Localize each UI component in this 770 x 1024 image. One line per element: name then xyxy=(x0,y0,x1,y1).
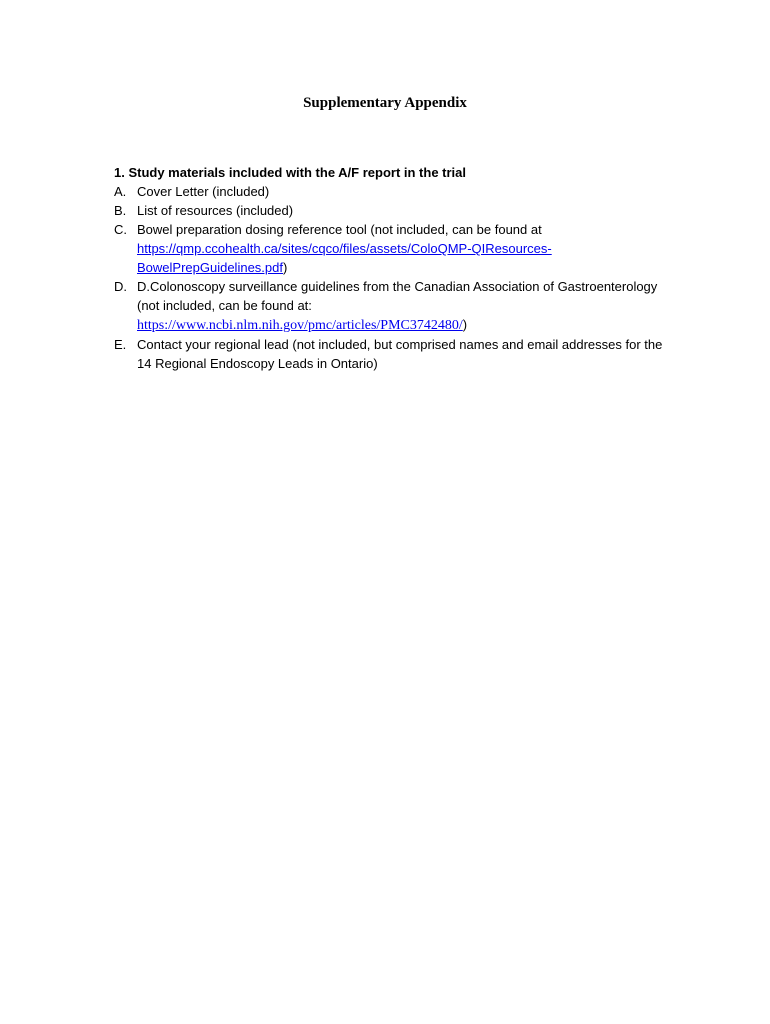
list-item-text: D.Colonoscopy surveillance guidelines from the Canadian Association of Gastroenterology (not included, can be found at: xyxy=(137,279,658,313)
closing-paren: ) xyxy=(282,260,288,275)
list-item-text: Cover Letter (included) xyxy=(137,184,270,199)
list-item-body xyxy=(137,220,674,277)
list-marker: E. xyxy=(114,337,127,352)
list-item-surveillance-guidelines xyxy=(114,277,674,335)
list-marker: C. xyxy=(114,222,127,237)
list-item-text: Contact your regional lead (not included, but comprised names and email addresses for the 14 Regional Endoscopy Leads in Ontario) xyxy=(137,337,663,371)
list-item-body xyxy=(137,277,674,335)
list-item-regional-lead xyxy=(114,335,674,373)
list-item-text: List of resources (included) xyxy=(137,203,294,218)
closing-paren: ) xyxy=(462,317,468,332)
list-marker: A. xyxy=(114,184,127,199)
list-item-resources xyxy=(114,201,674,220)
study-materials-section xyxy=(114,163,674,373)
bowel-prep-guidelines-link[interactable] xyxy=(137,241,552,275)
list-item-text: Bowel preparation dosing reference tool (not included, can be found at xyxy=(137,222,542,237)
section-heading: 1. Study materials included with the A/F report in the trial xyxy=(114,165,467,180)
ncbi-article-link[interactable]: https://www.ncbi.nlm.nih.gov/pmc/articles/PMC3742480/ xyxy=(137,318,463,333)
list-item-cover-letter xyxy=(114,182,674,201)
list-item-bowel-prep-tool xyxy=(114,220,674,277)
page-title: Supplementary Appendix xyxy=(303,95,467,111)
link-text-line-2: BowelPrepGuidelines.pdf xyxy=(137,260,283,275)
link-text-line-1: https://qmp.ccohealth.ca/sites/cqco/files/assets/ColoQMP-QIResources- xyxy=(137,241,552,256)
list-marker: B. xyxy=(114,203,127,218)
list-marker: D. xyxy=(114,279,127,294)
materials-list xyxy=(114,182,674,373)
